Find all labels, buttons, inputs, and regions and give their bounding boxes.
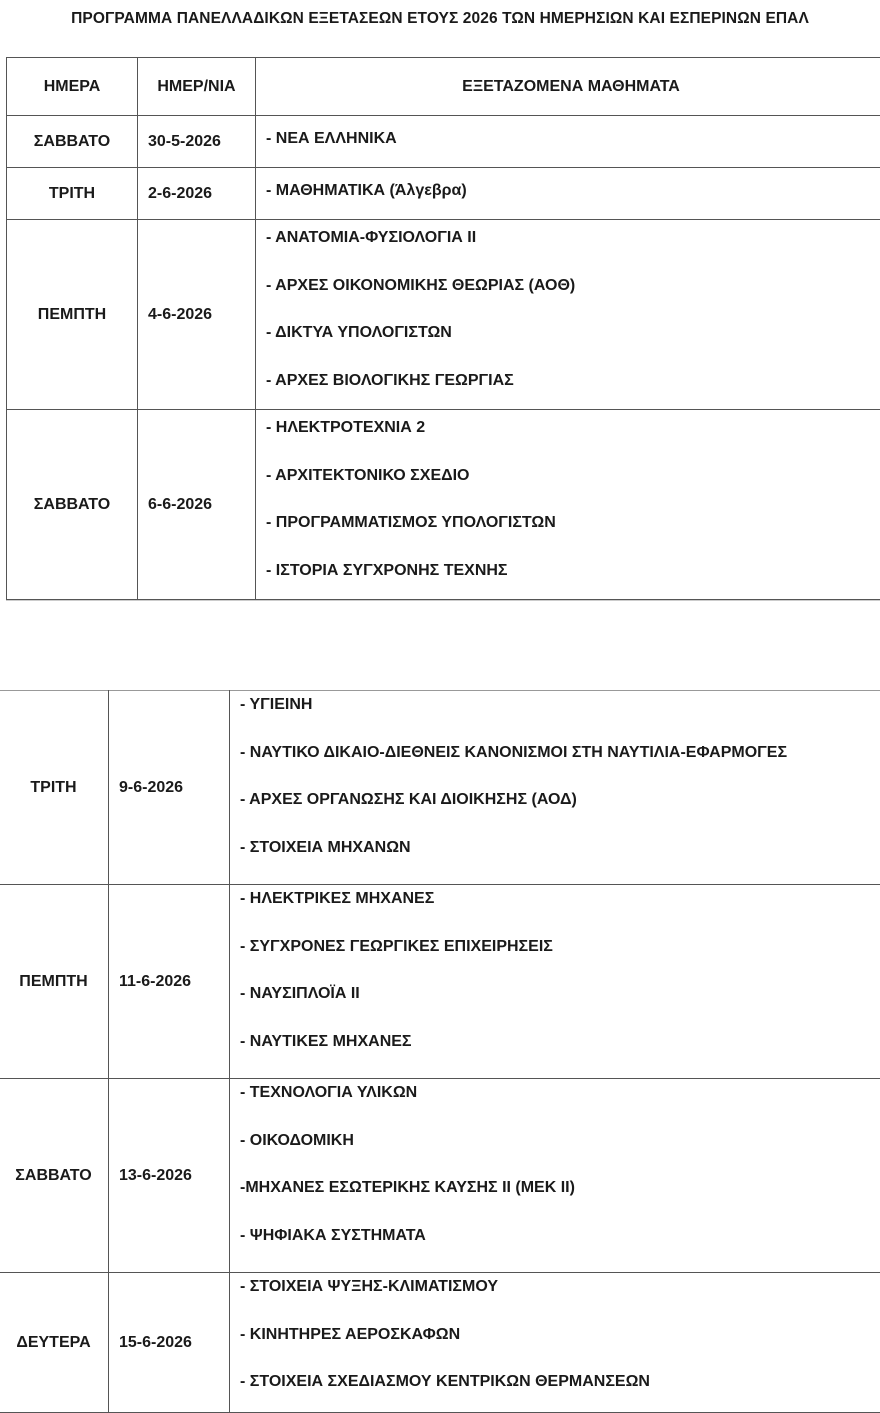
row-subjects xyxy=(256,220,880,410)
subject-item: - ΣΤΟΙΧΕΙΑ ΜΗΧΑΝΩΝ xyxy=(240,834,880,873)
subject-item: -ΜΗΧΑΝΕΣ ΕΣΩΤΕΡΙΚΗΣ ΚΑΥΣΗΣ II (ΜΕΚ II) xyxy=(240,1174,880,1222)
row-day: ΠΕΜΠΤΗ xyxy=(7,220,138,410)
row-subjects xyxy=(256,116,880,168)
row-subjects xyxy=(256,168,880,220)
row-subjects xyxy=(230,885,880,1079)
table-row xyxy=(0,1079,880,1273)
table-bottom-rule xyxy=(6,600,880,601)
row-day: ΣΑΒΒΑΤΟ xyxy=(0,1079,109,1273)
subject-item: - ΣΤΟΙΧΕΙΑ ΣΧΕΔΙΑΣΜΟΥ ΚΕΝΤΡΙΚΩΝ ΘΕΡΜΑΝΣΕΩΝ xyxy=(240,1368,880,1407)
subject-item: - ΟΙΚΟΔΟΜΙΚΗ xyxy=(240,1127,880,1175)
subject-item: - ΑΡΧΕΣ ΒΙΟΛΟΓΙΚΗΣ ΓΕΩΡΓΙΑΣ xyxy=(266,367,880,406)
row-date: 2-6-2026 xyxy=(138,168,256,220)
row-day: ΠΕΜΠΤΗ xyxy=(0,885,109,1079)
header-date: ΗΜΕΡ/ΝΙΑ xyxy=(138,58,256,116)
subject-item: - ΑΡΧΕΣ ΟΙΚΟΝΟΜΙΚΗΣ ΘΕΩΡΙΑΣ (ΑΟΘ) xyxy=(266,272,880,320)
table-row xyxy=(0,885,880,1079)
table-header-row xyxy=(7,58,880,116)
subject-item: - ΑΡΧΕΣ ΟΡΓΑΝΩΣΗΣ ΚΑΙ ΔΙΟΙΚΗΣΗΣ (ΑΟΔ) xyxy=(240,786,880,834)
subject-item: - ΗΛΕΚΤΡΟΤΕΧΝΙΑ 2 xyxy=(266,414,880,462)
subject-item: - ΑΡΧΙΤΕΚΤΟΝΙΚΟ ΣΧΕΔΙΟ xyxy=(266,462,880,510)
table-row xyxy=(7,220,880,410)
row-date: 15-6-2026 xyxy=(109,1273,230,1413)
row-date: 11-6-2026 xyxy=(109,885,230,1079)
subject-item: - ΠΡΟΓΡΑΜΜΑΤΙΣΜΟΣ ΥΠΟΛΟΓΙΣΤΩΝ xyxy=(266,509,880,557)
row-day: ΤΡΙΤΗ xyxy=(0,691,109,885)
table-row xyxy=(7,116,880,168)
row-date: 6-6-2026 xyxy=(138,410,256,600)
row-subjects xyxy=(230,1273,880,1413)
row-subjects xyxy=(230,691,880,885)
subject-item: - ΝΑΥΣΙΠΛΟΪΑ II xyxy=(240,980,880,1028)
exam-schedule-table-part-2 xyxy=(0,690,880,1413)
row-day: ΤΡΙΤΗ xyxy=(7,168,138,220)
row-day: ΣΑΒΒΑΤΟ xyxy=(7,410,138,600)
subject-item: - ΥΓΙΕΙΝΗ xyxy=(240,691,880,739)
row-day: ΔΕΥΤΕΡΑ xyxy=(0,1273,109,1413)
row-date: 30-5-2026 xyxy=(138,116,256,168)
subject-item: - ΚΙΝΗΤΗΡΕΣ ΑΕΡΟΣΚΑΦΩΝ xyxy=(240,1321,880,1369)
subject-item: - ΑΝΑΤΟΜΙΑ-ΦΥΣΙΟΛΟΓΙΑ II xyxy=(266,224,880,272)
subject-item: - ΗΛΕΚΤΡΙΚΕΣ ΜΗΧΑΝΕΣ xyxy=(240,885,880,933)
row-date: 4-6-2026 xyxy=(138,220,256,410)
subject-item: - ΨΗΦΙΑΚΑ ΣΥΣΤΗΜΑΤΑ xyxy=(240,1222,880,1261)
subject-item: - ΝΑΥΤΙΚΟ ΔΙΚΑΙΟ-ΔΙΕΘΝΕΙΣ ΚΑΝΟΝΙΣΜΟΙ ΣΤΗ ΝΑΥΤΙΛΙΑ-ΕΦΑΡΜΟΓΕΣ xyxy=(240,739,880,787)
document-title: ΠΡΟΓΡΑΜΜΑ ΠΑΝΕΛΛΑΔΙΚΩΝ ΕΞΕΤΑΣΕΩΝ ΕΤΟΥΣ 2026 ΤΩΝ ΗΜΕΡΗΣΙΩΝ ΚΑΙ ΕΣΠΕΡΙΝΩΝ ΕΠΑΛ xyxy=(0,10,880,28)
header-subjects: ΕΞΕΤΑΖΟΜΕΝΑ ΜΑΘΗΜΑΤΑ xyxy=(256,58,880,116)
row-date: 13-6-2026 xyxy=(109,1079,230,1273)
table-row xyxy=(7,168,880,220)
subject-item: - ΔΙΚΤΥΑ ΥΠΟΛΟΓΙΣΤΩΝ xyxy=(266,319,880,367)
row-date: 9-6-2026 xyxy=(109,691,230,885)
row-subjects xyxy=(230,1079,880,1273)
row-day: ΣΑΒΒΑΤΟ xyxy=(7,116,138,168)
subject-item: - ΤΕΧΝΟΛΟΓΙΑ ΥΛΙΚΩΝ xyxy=(240,1079,880,1127)
exam-schedule-table-part-1 xyxy=(6,57,880,600)
subject-item: - ΝΑΥΤΙΚΕΣ ΜΗΧΑΝΕΣ xyxy=(240,1028,880,1067)
subject-item: - ΣΥΓΧΡΟΝΕΣ ΓΕΩΡΓΙΚΕΣ ΕΠΙΧΕΙΡΗΣΕΙΣ xyxy=(240,933,880,981)
header-day: ΗΜΕΡΑ xyxy=(7,58,138,116)
subject-item: - ΜΑΘΗΜΑΤΙΚΑ (Άλγεβρα) xyxy=(266,182,467,199)
subject-item: - ΙΣΤΟΡΙΑ ΣΥΓΧΡΟΝΗΣ ΤΕΧΝΗΣ xyxy=(266,557,880,596)
row-subjects xyxy=(256,410,880,600)
table-row xyxy=(0,691,880,885)
subject-item: - ΣΤΟΙΧΕΙΑ ΨΥΞΗΣ-ΚΛΙΜΑΤΙΣΜΟΥ xyxy=(240,1273,880,1321)
table-row xyxy=(0,1273,880,1413)
table-row xyxy=(7,410,880,600)
subject-item: - ΝΕΑ ΕΛΛΗΝΙΚΑ xyxy=(266,130,397,147)
